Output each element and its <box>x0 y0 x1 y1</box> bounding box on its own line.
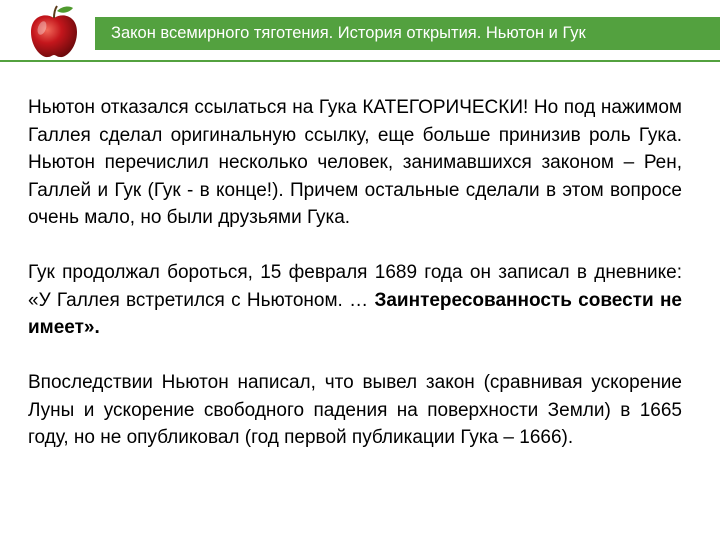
slide-title: Закон всемирного тяготения. История открытия. Ньютон и Гук <box>111 24 586 42</box>
apple-icon <box>25 3 83 61</box>
slide-body <box>28 94 682 479</box>
header-divider <box>0 60 720 62</box>
paragraph-2 <box>28 259 682 342</box>
paragraph-2-bold-quote: Заинтересованность совести не имеет». <box>28 289 682 338</box>
paragraph-1: Ньютон отказался ссылаться на Гука КАТЕГОРИЧЕСКИ! Но под нажимом Галлея сделал оригинальную ссылку, еще больше принизив роль Гука. Ньютон перечислил несколько человек, занимавшихся законом – Рен, Галлей и Гук (Гук - в конце!). Причем остальные сделали в этом вопросе очень мало, но были друзьями Гука. <box>28 97 682 228</box>
paragraph-3: Впоследствии Ньютон написал, что вывел закон (сравнивая ускорение Луны и ускорение свободного падения на поверхности Земли) в 1665 году, но не опубликовал (год первой публикации Гука – 1666). <box>28 372 682 448</box>
paragraph-2-text: Гук продолжал бороться, 15 февраля 1689 года он записал в дневнике: «У Галлея встретился с Ньютоном. … <box>28 262 682 311</box>
